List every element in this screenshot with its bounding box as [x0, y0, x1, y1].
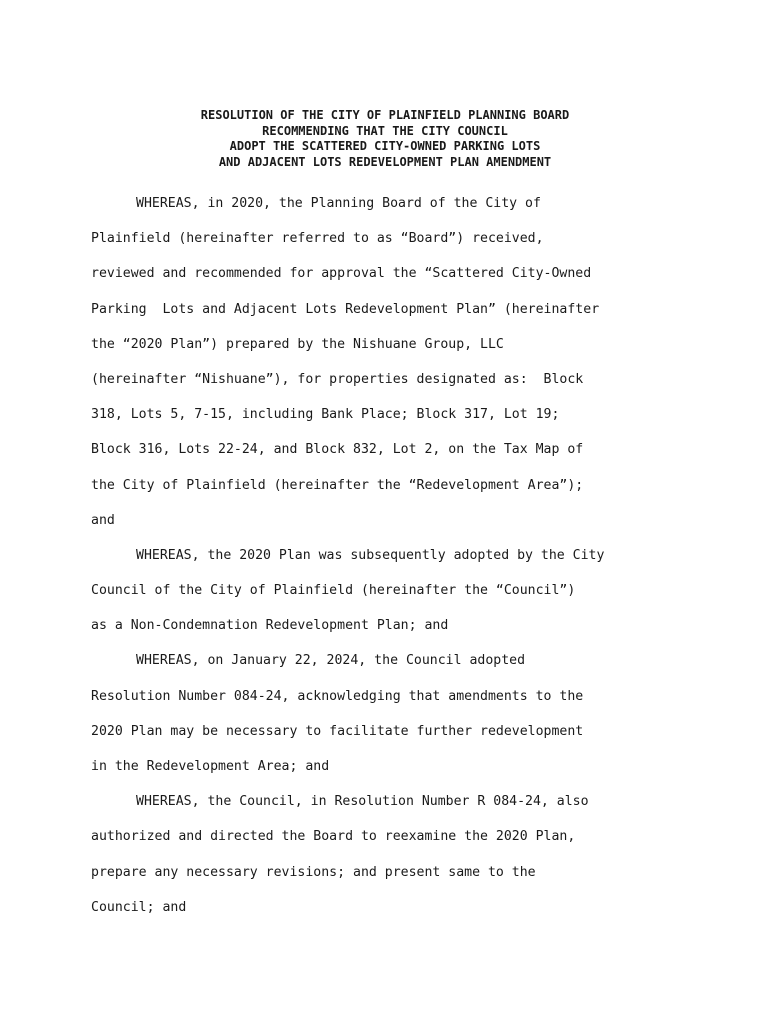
- paragraph-1-line: Block 316, Lots 22-24, and Block 832, Lot 2, on the Tax Map of: [91, 442, 584, 458]
- paragraph-1-line: (hereinafter “Nishuane”), for properties designated as: Block: [91, 371, 584, 387]
- title-line: RESOLUTION OF THE CITY OF PLAINFIELD PLANNING BOARD: [200, 108, 570, 122]
- resolution-body: [91, 186, 691, 925]
- title-line: RECOMMENDING THAT THE CITY COUNCIL: [262, 123, 508, 138]
- paragraph-1-line: the “2020 Plan”) prepared by the Nishuane Group, LLC: [91, 336, 504, 352]
- paragraph-1-line: Plainfield (hereinafter referred to as “Board”) received,: [91, 231, 544, 247]
- paragraph-3-line: WHEREAS, on January 22, 2024, the Council adopted: [136, 653, 526, 669]
- paragraph-1-line: the City of Plainfield (hereinafter the “Redevelopment Area”);: [91, 477, 584, 493]
- paragraph-1-line: WHEREAS, in 2020, the Planning Board of the City of: [136, 196, 541, 211]
- paragraph-2-line: WHEREAS, the 2020 Plan was subsequently adopted by the City: [136, 547, 605, 563]
- paragraph-1-line: reviewed and recommended for approval the “Scattered City-Owned: [91, 266, 592, 282]
- paragraph-4-line: Council; and: [91, 899, 187, 915]
- paragraph-4-line: authorized and directed the Board to reexamine the 2020 Plan,: [91, 829, 576, 845]
- paragraph-1-line: 318, Lots 5, 7-15, including Bank Place; Block 317, Lot 19;: [91, 407, 560, 423]
- paragraph-1-line: Parking Lots and Adjacent Lots Redevelopment Plan” (hereinafter: [91, 301, 600, 317]
- paragraph-1-line: and: [91, 512, 115, 528]
- paragraph-2-line: as a Non-Condemnation Redevelopment Plan; and: [91, 618, 449, 634]
- paragraph-3-line: 2020 Plan may be necessary to facilitate further redevelopment: [91, 723, 584, 739]
- paragraph-4-line: prepare any necessary revisions; and present same to the: [91, 864, 536, 880]
- paragraph-2-line: Council of the City of Plainfield (hereinafter the “Council”): [91, 583, 576, 599]
- title-line: ADOPT THE SCATTERED CITY-OWNED PARKING LOTS: [229, 139, 541, 153]
- paragraph-3-line: Resolution Number 084-24, acknowledging that amendments to the: [91, 688, 584, 704]
- title-line: AND ADJACENT LOTS REDEVELOPMENT PLAN AMENDMENT: [218, 154, 552, 169]
- resolution-title: [0, 108, 770, 170]
- paragraph-4-line: WHEREAS, the Council, in Resolution Number R 084-24, also: [136, 794, 589, 810]
- paragraph-3-line: in the Redevelopment Area; and: [91, 759, 330, 774]
